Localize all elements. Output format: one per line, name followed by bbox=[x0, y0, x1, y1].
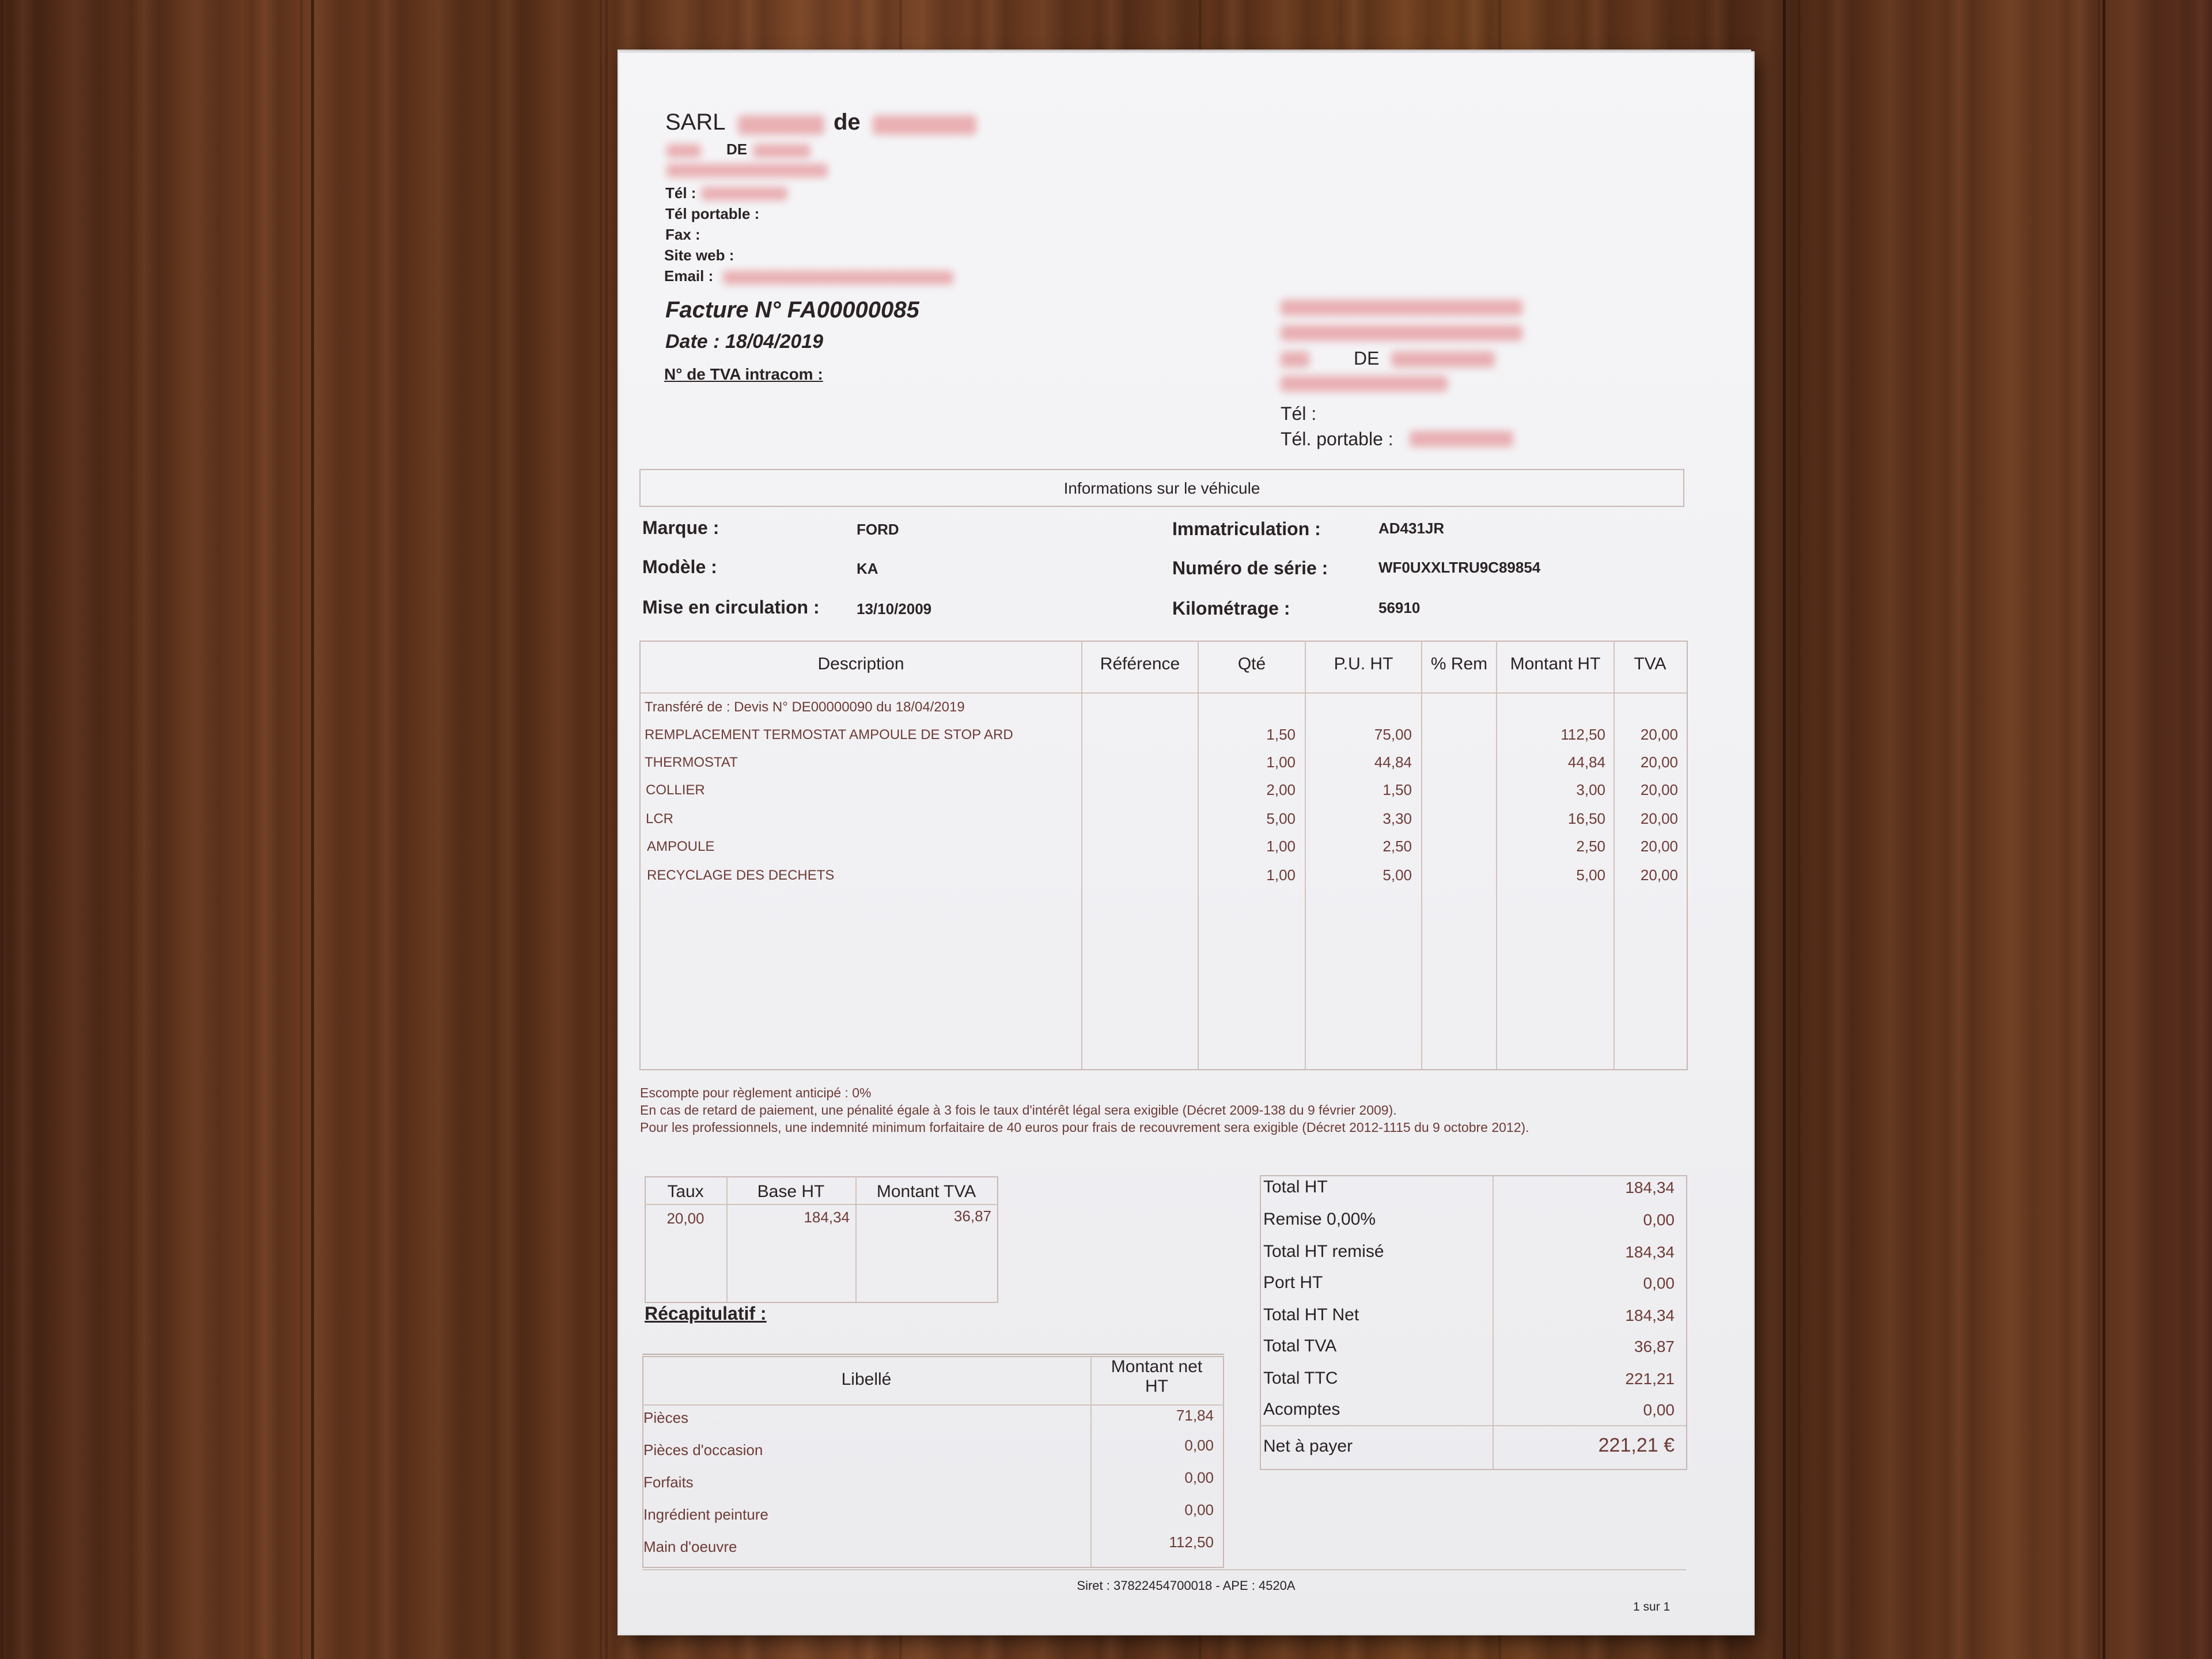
col-header-quantity: Qté bbox=[1237, 654, 1266, 673]
vat-row-base: 184,34 bbox=[804, 1209, 850, 1226]
company-email-label: Email : bbox=[664, 267, 714, 285]
line-amount: 112,50 bbox=[1560, 726, 1605, 743]
recap-header-amount: Montant net bbox=[1111, 1357, 1203, 1376]
vat-intracom-label: N° de TVA intracom : bbox=[664, 365, 823, 383]
line-description: REMPLACEMENT TERMOSTAT AMPOULE DE STOP ARD bbox=[645, 727, 1013, 743]
recap-row-value: 0,00 bbox=[1184, 1437, 1214, 1454]
redacted-email bbox=[723, 271, 953, 285]
line-amount: 16,50 bbox=[1567, 810, 1605, 827]
total-row-value: 36,87 bbox=[1634, 1338, 1675, 1355]
recap-row-value: 0,00 bbox=[1184, 1501, 1214, 1518]
footer-divider bbox=[642, 1569, 1686, 1570]
terms-discount: Escompte pour règlement anticipé : 0% bbox=[640, 1085, 872, 1100]
net-to-pay-value: 221,21 € bbox=[1598, 1434, 1675, 1456]
total-row-label: Total HT bbox=[1263, 1177, 1328, 1196]
serial-label: Numéro de série : bbox=[1172, 558, 1328, 578]
total-row-label: Remise 0,00% bbox=[1263, 1210, 1376, 1229]
total-row-label: Total TTC bbox=[1263, 1369, 1338, 1388]
client-tel-label: Tél : bbox=[1281, 403, 1317, 424]
vat-header-base: Base HT bbox=[757, 1182, 825, 1201]
line-vat: 20,00 bbox=[1640, 810, 1678, 827]
registration-date-value: 13/10/2009 bbox=[857, 600, 932, 618]
invoice-date: Date : 18/04/2019 bbox=[665, 331, 824, 353]
total-row-value: 0,00 bbox=[1643, 1274, 1675, 1292]
recap-row-label: Pièces bbox=[643, 1409, 689, 1426]
recap-header-amount: HT bbox=[1145, 1377, 1168, 1396]
transfer-note: Transféré de : Devis N° DE00000090 du 18/04/2019 bbox=[645, 699, 965, 715]
recap-header-divider bbox=[642, 1354, 1224, 1355]
line-description: THERMOSTAT bbox=[645, 755, 738, 770]
redacted-client-name bbox=[1281, 300, 1522, 316]
mileage-label: Kilométrage : bbox=[1172, 598, 1290, 619]
mileage-value: 56910 bbox=[1378, 599, 1421, 616]
total-row-value: 221,21 bbox=[1625, 1370, 1675, 1388]
vehicle-section-title: Informations sur le véhicule bbox=[1063, 479, 1260, 497]
line-unit-price: 1,50 bbox=[1382, 781, 1412, 798]
total-row-value: 0,00 bbox=[1643, 1401, 1675, 1419]
recap-body-divider bbox=[642, 1404, 1224, 1406]
col-header-amount: Montant HT bbox=[1510, 654, 1601, 673]
vat-table-header-divider bbox=[645, 1204, 997, 1205]
table-header-divider bbox=[639, 692, 1687, 694]
redacted-client-mobile bbox=[1410, 431, 1513, 447]
total-row-label: Total HT Net bbox=[1263, 1305, 1359, 1324]
line-amount: 5,00 bbox=[1576, 866, 1605, 884]
company-fax-label: Fax : bbox=[665, 226, 700, 243]
line-quantity: 2,00 bbox=[1266, 781, 1296, 798]
redacted-postcode bbox=[666, 164, 828, 177]
model-label: Modèle : bbox=[642, 556, 717, 577]
vat-header-rate: Taux bbox=[667, 1182, 704, 1201]
redacted-client-city bbox=[1391, 351, 1495, 368]
col-header-description: Description bbox=[817, 654, 904, 673]
line-amount: 44,84 bbox=[1567, 753, 1605, 771]
line-description: AMPOULE bbox=[647, 839, 715, 854]
recap-row-value: 112,50 bbox=[1169, 1533, 1214, 1551]
plate-value: AD431JR bbox=[1378, 520, 1445, 537]
totals-net-divider bbox=[1260, 1425, 1686, 1426]
redacted-address bbox=[753, 144, 810, 158]
col-header-reference: Référence bbox=[1100, 654, 1180, 673]
total-row-label: Acomptes bbox=[1263, 1400, 1340, 1419]
recap-row-label: Ingrédient peinture bbox=[643, 1506, 768, 1523]
brand-label: Marque : bbox=[642, 517, 719, 538]
redacted-address bbox=[666, 144, 701, 158]
recap-row-value: 71,84 bbox=[1176, 1407, 1214, 1424]
recap-row-label: Main d'oeuvre bbox=[643, 1538, 737, 1555]
line-quantity: 1,50 bbox=[1266, 726, 1296, 743]
footer-siret: Siret : 37822454700018 - APE : 4520A bbox=[1077, 1578, 1296, 1593]
col-header-unit-price: P.U. HT bbox=[1334, 654, 1393, 673]
redacted-company-name bbox=[738, 115, 824, 135]
footer-page-number: 1 sur 1 bbox=[1633, 1600, 1671, 1613]
total-row-label: Total HT remisé bbox=[1263, 1242, 1384, 1261]
line-description: LCR bbox=[646, 811, 674, 827]
recap-header-label: Libellé bbox=[841, 1370, 892, 1389]
column-divider bbox=[1081, 641, 1082, 1069]
redacted-company-city bbox=[873, 115, 976, 135]
client-mobile-label: Tél. portable : bbox=[1281, 429, 1393, 449]
brand-value: FORD bbox=[857, 521, 899, 538]
recap-row-label: Forfaits bbox=[643, 1474, 694, 1491]
company-mobile-label: Tél portable : bbox=[665, 205, 760, 222]
total-row-value: 184,34 bbox=[1625, 1179, 1675, 1196]
line-quantity: 1,00 bbox=[1266, 866, 1296, 884]
wood-plank-seam bbox=[1783, 0, 1786, 1659]
redacted-tel bbox=[701, 187, 787, 200]
terms-late-penalty: En cas de retard de paiement, une pénalité égale à 3 fois le taux d'intérêt légal sera exigible (Décret 2009-138 du 9 février 2009). bbox=[640, 1103, 1397, 1118]
line-amount: 3,00 bbox=[1576, 781, 1605, 798]
line-vat: 20,00 bbox=[1640, 866, 1678, 884]
model-value: KA bbox=[857, 560, 878, 577]
total-row-value: 0,00 bbox=[1643, 1211, 1675, 1229]
total-row-value: 184,34 bbox=[1625, 1306, 1675, 1324]
line-unit-price: 2,50 bbox=[1382, 838, 1412, 855]
plate-label: Immatriculation : bbox=[1172, 518, 1321, 539]
terms-recovery-fee: Pour les professionnels, une indemnité minimum forfaitaire de 40 euros pour frais de recouvrement sera exigible (Décret 2012-1115 du 9 octobre 2012). bbox=[640, 1120, 1529, 1135]
vat-row-amount: 36,87 bbox=[953, 1207, 991, 1225]
net-to-pay-label: Net à payer bbox=[1263, 1437, 1353, 1456]
line-unit-price: 44,84 bbox=[1374, 753, 1412, 771]
recap-row-value: 0,00 bbox=[1184, 1469, 1214, 1486]
line-vat: 20,00 bbox=[1640, 726, 1678, 743]
recap-title: Récapitulatif : bbox=[645, 1303, 767, 1324]
redacted-client-address bbox=[1281, 325, 1522, 341]
vat-header-amount: Montant TVA bbox=[876, 1182, 976, 1201]
col-header-vat: TVA bbox=[1634, 654, 1666, 673]
line-description: RECYCLAGE DES DECHETS bbox=[647, 868, 835, 883]
line-unit-price: 3,30 bbox=[1382, 810, 1412, 827]
wood-plank-seam bbox=[311, 0, 314, 1659]
total-row-label: Port HT bbox=[1263, 1273, 1323, 1292]
total-row-label: Total TVA bbox=[1263, 1336, 1337, 1355]
wood-plank-seam bbox=[605, 0, 608, 1659]
col-header-discount: % Rem bbox=[1430, 654, 1488, 673]
line-unit-price: 75,00 bbox=[1374, 726, 1412, 743]
line-quantity: 5,00 bbox=[1266, 810, 1296, 827]
redacted-client-postcode bbox=[1281, 376, 1448, 392]
line-vat: 20,00 bbox=[1640, 781, 1678, 798]
recap-row-label: Pièces d'occasion bbox=[643, 1441, 763, 1459]
vat-row-rate: 20,00 bbox=[666, 1210, 704, 1227]
company-tel-label: Tél : bbox=[665, 184, 696, 202]
line-vat: 20,00 bbox=[1640, 753, 1678, 771]
wood-plank-seam bbox=[2103, 0, 2105, 1659]
line-quantity: 1,00 bbox=[1266, 838, 1296, 855]
line-unit-price: 5,00 bbox=[1382, 866, 1412, 884]
registration-date-label: Mise en circulation : bbox=[642, 597, 820, 618]
column-divider bbox=[1421, 641, 1422, 1069]
line-description: COLLIER bbox=[646, 782, 705, 798]
client-address-word: DE bbox=[1354, 348, 1380, 369]
redacted-client-address bbox=[1281, 351, 1309, 368]
line-quantity: 1,00 bbox=[1266, 753, 1296, 771]
invoice-sheet bbox=[619, 53, 1753, 1634]
line-vat: 20,00 bbox=[1640, 838, 1678, 855]
company-web-label: Site web : bbox=[664, 247, 734, 264]
total-row-value: 184,34 bbox=[1625, 1243, 1675, 1261]
company-address-word: DE bbox=[726, 141, 748, 158]
line-amount: 2,50 bbox=[1576, 838, 1605, 855]
invoice-title: Facture N° FA00000085 bbox=[665, 297, 919, 323]
company-prefix: SARL bbox=[665, 109, 726, 135]
serial-value: WF0UXXLTRU9C89854 bbox=[1378, 559, 1541, 576]
company-name-connector: de bbox=[834, 109, 861, 135]
